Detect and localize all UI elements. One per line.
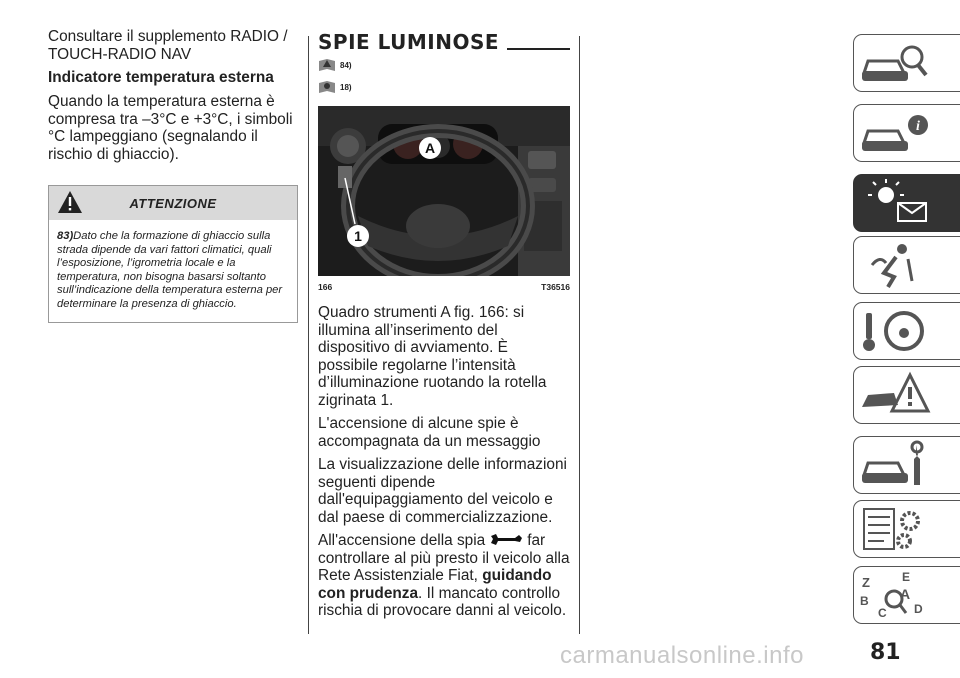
intro-text: Consultare il supplemento RADIO / TOUCH-RADIO NAV bbox=[48, 28, 288, 63]
svg-text:C: C bbox=[878, 606, 887, 620]
column-divider-right bbox=[579, 36, 580, 634]
body-paragraph-4 bbox=[318, 532, 570, 620]
tab-car-info[interactable] bbox=[853, 104, 960, 162]
p4-start: All'accensione della spia bbox=[318, 532, 486, 549]
wrench-warning-icon bbox=[489, 533, 523, 547]
section-title bbox=[318, 28, 570, 54]
tab-technical-data[interactable] bbox=[853, 500, 960, 558]
body-paragraph-1: Quadro strumenti A fig. 166: si illumina all’inserimento del dispositivo di avviamento. È possibile regolarne l’intensità d’illuminazione ruotando la rotella zigrinata 1. bbox=[318, 304, 547, 409]
tab-maintenance[interactable] bbox=[853, 436, 960, 494]
warning-light-icon bbox=[854, 175, 934, 231]
warning-body bbox=[49, 220, 297, 322]
dashboard-photo bbox=[318, 106, 570, 276]
svg-text:D: D bbox=[914, 602, 923, 616]
subheading-outside-temp: Indicatore temperatura esterna bbox=[48, 69, 274, 86]
tab-safety[interactable] bbox=[853, 236, 960, 294]
car-wrench-icon bbox=[854, 437, 934, 493]
tab-car-search[interactable] bbox=[853, 34, 960, 92]
tab-starting-driving[interactable] bbox=[853, 302, 960, 360]
left-column bbox=[48, 28, 298, 323]
temp-paragraph: Quando la temperatura esterna è compresa tra –3°C e +3°C, i simboli °C lampeggiano (segnalando il rischio di ghiaccio). bbox=[48, 93, 293, 163]
warning-header bbox=[49, 186, 297, 220]
ref-warning: 84) bbox=[340, 60, 352, 70]
warning-book-icon bbox=[318, 57, 336, 73]
reference-row bbox=[318, 54, 570, 76]
warning-number: 83) bbox=[57, 230, 74, 242]
body-paragraph-2: L'accensione di alcune spie è accompagnata da un messaggio bbox=[318, 415, 541, 450]
right-column bbox=[318, 28, 570, 626]
svg-text:Z: Z bbox=[862, 575, 870, 590]
page-number: 81 bbox=[870, 640, 901, 665]
column-divider-left bbox=[308, 36, 309, 634]
svg-text:B: B bbox=[860, 594, 869, 608]
warning-box bbox=[48, 185, 298, 323]
body-paragraph-3: La visualizzazione delle informazioni seguenti dipende dall'equipaggiamento del veicolo e dal paese di commercializzazione. bbox=[318, 456, 567, 526]
ref-caution: 18) bbox=[340, 82, 352, 92]
svg-text:E: E bbox=[902, 570, 911, 584]
key-steering-icon bbox=[854, 303, 934, 359]
section-title-text: SPIE LUMINOSE bbox=[318, 30, 500, 54]
dashboard-figure bbox=[318, 106, 570, 276]
car-search-icon bbox=[854, 35, 934, 91]
p4-bold: guidando con prudenza bbox=[318, 567, 552, 602]
figure-number: 166 bbox=[318, 282, 333, 292]
svg-text:A: A bbox=[900, 586, 911, 602]
figure-label-1: 1 bbox=[354, 228, 362, 244]
title-rule bbox=[507, 48, 570, 50]
airbag-person-icon bbox=[854, 237, 934, 293]
car-breakdown-icon bbox=[854, 367, 934, 423]
specs-gear-icon bbox=[854, 501, 934, 557]
figure-code: T36516 bbox=[541, 282, 570, 292]
warning-text: Dato che la formazione di ghiaccio sulla strada dipende da vari fattori climatici, quali l’esposizione, l’igrometria locale e la temperatura, non bisogna basarsi soltanto sull’indicazione della temperatura esterna per determinare la presenza di ghiaccio. bbox=[57, 230, 283, 310]
tab-warning-lights[interactable] bbox=[853, 174, 960, 232]
warning-title: ATTENZIONE bbox=[129, 196, 217, 211]
car-info-icon bbox=[854, 105, 934, 161]
tab-emergency[interactable] bbox=[853, 366, 960, 424]
caution-book-icon bbox=[318, 79, 336, 95]
tab-index[interactable] bbox=[853, 566, 960, 624]
svg-text:i: i bbox=[916, 119, 920, 134]
alphabet-index-icon bbox=[854, 567, 934, 623]
watermark: carmanualsonline.info bbox=[560, 642, 804, 669]
reference-row bbox=[318, 76, 570, 98]
p4-end: . Il mancato controllo rischia di provocare danni al veicolo. bbox=[318, 584, 567, 619]
figure-caption bbox=[318, 282, 570, 292]
p4-middle: far controllare al più presto il veicolo alla Rete Assistenziale Fiat, bbox=[318, 532, 570, 584]
figure-label-a: A bbox=[424, 140, 436, 156]
